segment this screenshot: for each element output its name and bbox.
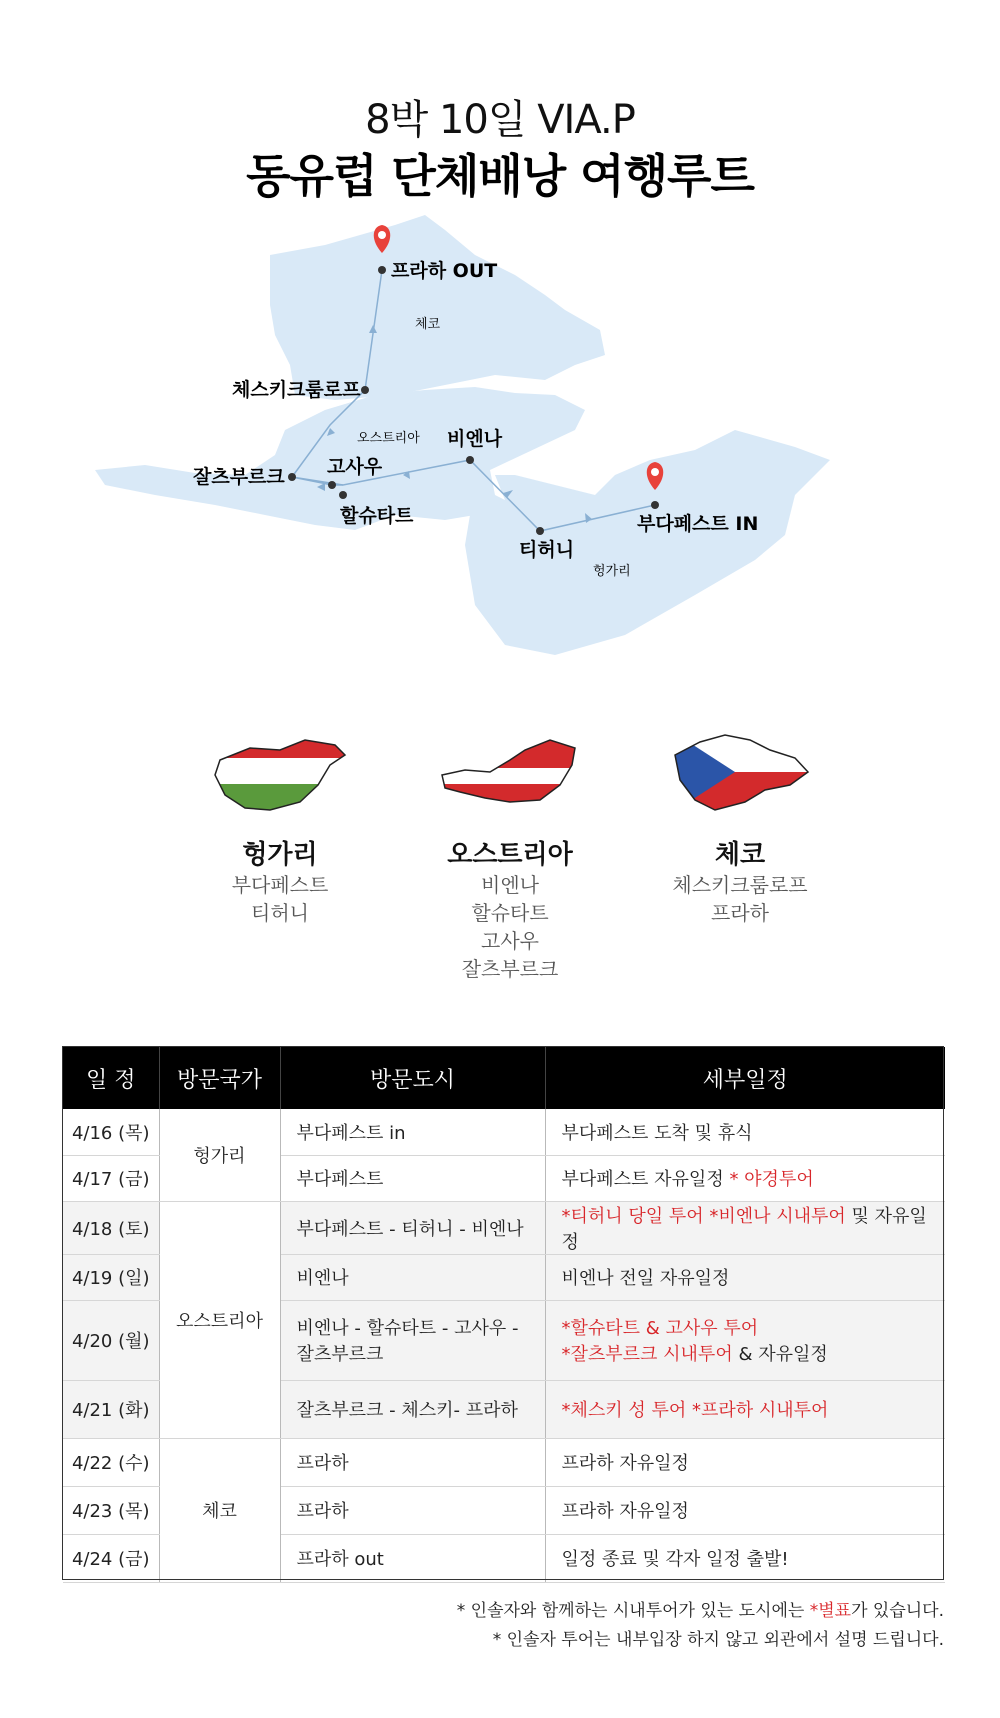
cell-detail: 프라하 자유일정: [545, 1438, 945, 1486]
header-country: 방문국가: [159, 1047, 280, 1109]
flag-city: 프라하: [711, 901, 769, 925]
city-label-salzburg: 잘츠부르크: [193, 466, 285, 488]
header-detail: 세부일정: [545, 1047, 945, 1109]
flag-city: 고사우: [481, 929, 539, 953]
flag-city: 잘츠부르크: [461, 957, 559, 981]
hungary-flag-map: [210, 730, 350, 812]
flag-city: 체스키크룸로프: [672, 873, 808, 897]
header-date: 일 정: [63, 1047, 159, 1109]
cell-detail: 일정 종료 및 각자 일정 출발!: [545, 1534, 945, 1582]
austria-flag-map: [440, 730, 580, 812]
cell-country: 헝가리: [159, 1109, 280, 1201]
cell-date: 4/17 (금): [63, 1155, 159, 1201]
cell-detail: 부다페스트 도착 및 휴식: [545, 1109, 945, 1155]
cell-city: 부다페스트: [280, 1155, 545, 1201]
cell-date: 4/24 (금): [63, 1534, 159, 1582]
city-label-prague: 프라하 OUT: [391, 260, 498, 282]
cell-city: 프라하: [280, 1438, 545, 1486]
cell-city: 부다페스트 in: [280, 1109, 545, 1155]
flag-card-hungary: [170, 730, 390, 927]
cell-detail: 비엔나 전일 자유일정: [545, 1254, 945, 1300]
cell-city: 프라하 out: [280, 1534, 545, 1582]
czech-flag-map: [670, 730, 810, 812]
city-label-gosau: 고사우: [327, 456, 383, 478]
city-label-cesky: 체스키크룸로프: [232, 379, 361, 401]
map-label-hungary: 헝가리: [593, 564, 631, 579]
cell-date: 4/22 (수): [63, 1438, 159, 1486]
cell-country: 체코: [159, 1438, 280, 1582]
footnote-2: * 인솔자 투어는 내부입장 하지 않고 외관에서 설명 드립니다.: [492, 1630, 944, 1650]
city-label-tihany: 티허니: [519, 539, 575, 561]
flag-city: 부다페스트: [231, 873, 329, 897]
page-title: 동유럽 단체배낭 여행루트: [246, 149, 754, 203]
map-label-czech: 체코: [415, 317, 441, 332]
header-city: 방문도시: [280, 1047, 545, 1109]
cell-detail: *할슈타트 & 고사우 투어 *잘츠부르크 시내투어 & 자유일정: [545, 1300, 945, 1380]
cell-date: 4/18 (토): [63, 1201, 159, 1254]
cell-date: 4/21 (화): [63, 1380, 159, 1438]
cell-city: 비엔나: [280, 1254, 545, 1300]
cell-date: 4/20 (월): [63, 1300, 159, 1380]
cell-city: 잘츠부르크 - 체스키- 프라하: [280, 1380, 545, 1438]
table-border: [62, 1046, 944, 1580]
map-label-austria: 오스트리아: [357, 431, 420, 446]
cell-date: 4/19 (일): [63, 1254, 159, 1300]
footnote-1: * 인솔자와 함께하는 시내투어가 있는 도시에는 *별표가 있습니다.: [456, 1601, 944, 1621]
cell-detail: *티허니 당일 투어 *비엔나 시내투어 및 자유일정: [545, 1201, 945, 1254]
flag-card-austria: [400, 730, 620, 983]
flag-city: 티허니: [251, 901, 309, 925]
title-subtitle: 8박 10일 VIA.P: [365, 97, 635, 143]
cell-detail: 프라하 자유일정: [545, 1486, 945, 1534]
flag-city: 비엔나: [481, 873, 539, 897]
cell-country: 오스트리아: [159, 1201, 280, 1438]
flag-country-name: 헝가리: [242, 840, 318, 870]
city-label-hallstatt: 할슈타트: [340, 505, 414, 527]
city-label-vienna: 비엔나: [447, 428, 503, 450]
cell-date: 4/16 (목): [63, 1109, 159, 1155]
flag-city: 할슈타트: [471, 901, 549, 925]
cell-city: 프라하: [280, 1486, 545, 1534]
cell-detail: *체스키 성 투어 *프라하 시내투어: [545, 1380, 945, 1438]
flag-country-name: 체코: [714, 840, 766, 870]
cell-city: 부다페스트 - 티허니 - 비엔나: [280, 1201, 545, 1254]
city-label-budapest: 부다페스트 IN: [637, 513, 759, 535]
cell-city: 비엔나 - 할슈타트 - 고사우 - 잘츠부르크: [280, 1300, 545, 1380]
cell-detail: 부다페스트 자유일정 * 야경투어: [545, 1155, 945, 1201]
cell-date: 4/23 (목): [63, 1486, 159, 1534]
flag-card-czech: [630, 730, 850, 927]
flag-country-name: 오스트리아: [447, 840, 573, 870]
czech-shape: [270, 215, 605, 400]
route-map: [95, 215, 915, 665]
